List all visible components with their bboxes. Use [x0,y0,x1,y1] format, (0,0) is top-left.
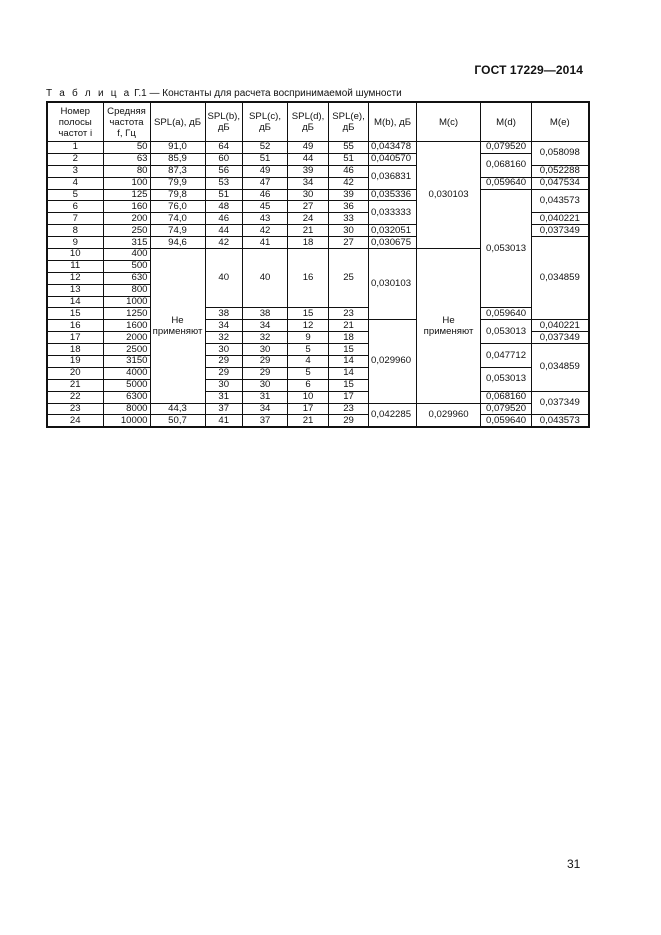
center-frequency: 3150 [103,356,150,368]
center-frequency: 630 [103,272,150,284]
m-d: 0,059640 [481,415,532,427]
table-row [47,189,589,201]
spl-d: 12 [288,320,329,332]
table-row [47,415,589,427]
spl-b: 53 [205,177,243,189]
spl-e: 18 [329,332,369,344]
spl-c: 45 [243,201,288,213]
m-e: 0,037349 [532,391,589,415]
m-c-not-applicable: Не применяют [417,249,481,404]
spl-b: 29 [205,367,243,379]
spl-b: 51 [205,189,243,201]
spl-b: 40 [205,249,243,308]
band-number: 2 [47,153,103,165]
band-number: 9 [47,237,103,249]
band-number: 20 [47,367,103,379]
center-frequency: 5000 [103,379,150,391]
center-frequency: 800 [103,284,150,296]
standard-code: ГОСТ 17229—2014 [474,63,583,77]
header-m-e: M(e) [532,102,589,142]
header-center-frequency: Средняя частота f, Гц [103,102,150,142]
spl-c: 29 [243,367,288,379]
spl-d: 5 [288,344,329,356]
m-b: 0,030103 [369,249,417,320]
band-number: 21 [47,379,103,391]
center-frequency: 6300 [103,391,150,403]
spl-b: 64 [205,142,243,154]
center-frequency: 100 [103,177,150,189]
m-e: 0,047534 [532,177,589,189]
caption-text: Г.1 — Константы для расчета воспринимаемой шумности [134,88,402,99]
table-row [47,177,589,189]
spl-e: 23 [329,308,369,320]
m-d: 0,059640 [481,177,532,189]
table-row [47,308,589,320]
m-b: 0,030675 [369,237,417,249]
m-e: 0,043573 [532,415,589,427]
spl-d: 21 [288,415,329,427]
spl-c: 47 [243,177,288,189]
header-m-c: M(c) [417,102,481,142]
header-spl-a: SPL(a), дБ [150,102,205,142]
spl-c: 31 [243,391,288,403]
spl-d: 30 [288,189,329,201]
spl-b: 30 [205,379,243,391]
spl-e: 46 [329,165,369,177]
spl-d: 5 [288,367,329,379]
caption-prefix: Т а б л и ц а [46,88,132,99]
spl-c: 38 [243,308,288,320]
spl-a: 79,8 [150,189,205,201]
center-frequency: 250 [103,225,150,237]
band-number: 11 [47,260,103,272]
table-row [47,403,589,415]
spl-e: 33 [329,213,369,225]
center-frequency: 80 [103,165,150,177]
center-frequency: 400 [103,249,150,261]
spl-a: 87,3 [150,165,205,177]
spl-d: 24 [288,213,329,225]
spl-b: 44 [205,225,243,237]
m-b: 0,035336 [369,189,417,201]
m-b: 0,033333 [369,201,417,225]
header-band-number: Номер полосы частот i [47,102,103,142]
spl-b: 48 [205,201,243,213]
band-number: 7 [47,213,103,225]
m-e: 0,040221 [532,213,589,225]
spl-c: 46 [243,189,288,201]
m-d: 0,079520 [481,142,532,154]
spl-d: 49 [288,142,329,154]
spl-c: 49 [243,165,288,177]
band-number: 13 [47,284,103,296]
spl-d: 10 [288,391,329,403]
table-row [47,320,589,332]
m-b: 0,029960 [369,320,417,403]
spl-a: 76,0 [150,201,205,213]
spl-c: 30 [243,379,288,391]
spl-c: 52 [243,142,288,154]
spl-e: 15 [329,379,369,391]
spl-e: 25 [329,249,369,308]
center-frequency: 1600 [103,320,150,332]
band-number: 18 [47,344,103,356]
m-e: 0,037349 [532,225,589,237]
spl-e: 17 [329,391,369,403]
spl-e: 21 [329,320,369,332]
band-number: 16 [47,320,103,332]
spl-d: 15 [288,308,329,320]
center-frequency: 10000 [103,415,150,427]
m-b: 0,032051 [369,225,417,237]
spl-b: 37 [205,403,243,415]
table-row [47,391,589,403]
header-spl-c: SPL(c), дБ [243,102,288,142]
header-spl-e: SPL(e), дБ [329,102,369,142]
spl-c: 43 [243,213,288,225]
band-number: 22 [47,391,103,403]
spl-c: 42 [243,225,288,237]
spl-e: 42 [329,177,369,189]
m-d: 0,059640 [481,308,532,320]
spl-a: 74,9 [150,225,205,237]
band-number: 23 [47,403,103,415]
spl-e: 14 [329,356,369,368]
spl-b: 29 [205,356,243,368]
table-row [47,142,589,154]
center-frequency: 63 [103,153,150,165]
spl-d: 17 [288,403,329,415]
m-b: 0,042285 [369,403,417,427]
m-b: 0,043478 [369,142,417,154]
center-frequency: 1000 [103,296,150,308]
m-d: 0,079520 [481,403,532,415]
spl-b: 56 [205,165,243,177]
center-frequency: 1250 [103,308,150,320]
spl-a: 74,0 [150,213,205,225]
spl-d: 9 [288,332,329,344]
header-spl-d: SPL(d), дБ [288,102,329,142]
band-number: 8 [47,225,103,237]
spl-c: 34 [243,320,288,332]
header-spl-b: SPL(b), дБ [205,102,243,142]
spl-e: 14 [329,367,369,379]
spl-d: 16 [288,249,329,308]
spl-c: 51 [243,153,288,165]
center-frequency: 500 [103,260,150,272]
spl-e: 29 [329,415,369,427]
m-e: 0,034859 [532,237,589,320]
center-frequency: 315 [103,237,150,249]
m-b: 0,036831 [369,165,417,189]
m-d: 0,047712 [481,344,532,368]
spl-a: 85,9 [150,153,205,165]
spl-c: 40 [243,249,288,308]
center-frequency: 160 [103,201,150,213]
spl-c: 34 [243,403,288,415]
spl-b: 41 [205,415,243,427]
m-e: 0,043573 [532,189,589,213]
spl-d: 34 [288,177,329,189]
spl-b: 42 [205,237,243,249]
spl-e: 36 [329,201,369,213]
band-number: 3 [47,165,103,177]
m-b: 0,040570 [369,153,417,165]
m-d: 0,053013 [481,367,532,391]
spl-e: 15 [329,344,369,356]
spl-a-not-applicable: Не применяют [150,249,205,404]
spl-b: 30 [205,344,243,356]
spl-c: 30 [243,344,288,356]
band-number: 6 [47,201,103,213]
band-number: 1 [47,142,103,154]
spl-a: 79,9 [150,177,205,189]
table-row [47,344,589,356]
band-number: 17 [47,332,103,344]
center-frequency: 2500 [103,344,150,356]
m-d: 0,068160 [481,391,532,403]
header-m-d: M(d) [481,102,532,142]
band-number: 19 [47,356,103,368]
spl-a: 50,7 [150,415,205,427]
spl-e: 30 [329,225,369,237]
band-number: 10 [47,249,103,261]
spl-d: 21 [288,225,329,237]
center-frequency: 2000 [103,332,150,344]
m-c: 0,030103 [417,142,481,249]
spl-c: 41 [243,237,288,249]
spl-e: 51 [329,153,369,165]
spl-d: 44 [288,153,329,165]
spl-c: 37 [243,415,288,427]
m-c: 0,029960 [417,403,481,427]
spl-b: 34 [205,320,243,332]
spl-b: 31 [205,391,243,403]
spl-b: 60 [205,153,243,165]
band-number: 5 [47,189,103,201]
band-number: 4 [47,177,103,189]
spl-d: 4 [288,356,329,368]
spl-d: 39 [288,165,329,177]
constants-table [46,101,590,428]
page-number: 31 [567,857,581,871]
spl-a: 94,6 [150,237,205,249]
spl-d: 27 [288,201,329,213]
spl-d: 18 [288,237,329,249]
band-number: 24 [47,415,103,427]
table-caption [46,88,402,99]
spl-e: 27 [329,237,369,249]
m-e: 0,037349 [532,332,589,344]
center-frequency: 4000 [103,367,150,379]
m-e: 0,040221 [532,320,589,332]
table-row [47,367,589,379]
m-e: 0,052288 [532,165,589,177]
m-e: 0,034859 [532,344,589,392]
spl-a: 44,3 [150,403,205,415]
spl-b: 38 [205,308,243,320]
spl-e: 55 [329,142,369,154]
center-frequency: 50 [103,142,150,154]
center-frequency: 8000 [103,403,150,415]
spl-d: 6 [288,379,329,391]
spl-c: 29 [243,356,288,368]
m-d: 0,053013 [481,189,532,308]
band-number: 12 [47,272,103,284]
m-d: 0,053013 [481,320,532,344]
table-row [47,153,589,165]
band-number: 14 [47,296,103,308]
header-m-b: M(b), дБ [369,102,417,142]
spl-e: 39 [329,189,369,201]
m-e: 0,058098 [532,142,589,166]
spl-a: 91,0 [150,142,205,154]
spl-b: 32 [205,332,243,344]
header-row [47,102,589,142]
spl-e: 23 [329,403,369,415]
m-d: 0,068160 [481,153,532,177]
center-frequency: 200 [103,213,150,225]
spl-b: 46 [205,213,243,225]
center-frequency: 125 [103,189,150,201]
band-number: 15 [47,308,103,320]
spl-c: 32 [243,332,288,344]
